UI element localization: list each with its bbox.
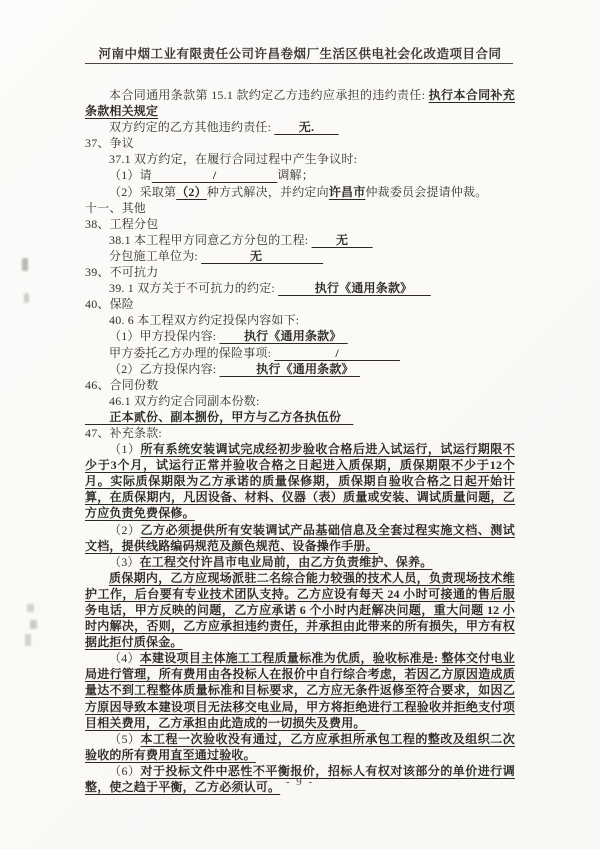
doc-text: 种方式解决，并约定向 [206,184,329,199]
filled-in-value: 执行《通用条款》 [278,281,431,296]
doc-text: 37.1 双方约定，在履行合同过程中产生争议时: [109,152,358,167]
doc-text: 38.1 本工程甲方同意乙方分包的工程: [109,232,312,247]
doc-line [85,135,515,151]
doc-text: 调解； [277,168,314,183]
scan-artifact [24,293,29,303]
doc-line [85,119,515,135]
filled-in-value: 执行《通用条款》 [219,361,360,376]
header-rule [85,63,513,64]
scan-artifact [22,258,28,271]
filled-in-value: 无 [201,248,324,263]
doc-text: （3） [109,554,140,569]
doc-line [85,328,515,344]
doc-line [85,522,515,554]
doc-line [85,345,515,361]
doc-line [85,312,515,328]
doc-text: （2）乙方投保内容: [109,361,220,376]
doc-line [85,361,515,377]
doc-line [85,167,515,183]
doc-line [85,280,515,296]
filled-in-value: 许昌市 [328,184,366,199]
doc-line [85,264,515,280]
filled-in-value: 所有系统安装调试完成经初步验收合格后进入试运行，试运行期限不少于3个月，试运行正常并验收合格之日起进入质保期，质保期限不少于12个月。实际质保期限为乙方承诺的质量保修期，质保期自验收合格之日起开始计算，在质保期内，凡因设备、材料、仪器（表）质量或安装、调试质量问题，乙方应负责免费保修。 [85,442,515,521]
filled-in-value: 质保期内，乙方应现场派驻二名综合能力较强的技术人员，负责现场技术维护工作，后台要有专业技术团队支持。乙方应设有每天 24 小时可接通的售后服务电话，甲方反映的问题，乙方应承诺 6 个小时内赶解决问题，重大问题 12 小时内解决，否则，乙方应承担违约责任，并承担由此带来的所有损失，甲方有权据此拒付质保金。 [85,570,515,650]
doc-text: 39. 1 双方关于不可抗力的约定: [109,281,279,296]
filled-in-value: 本工程一次验收没有通过，乙方应承担所承包工程的整改及组织二次验收的所有费用直至通过验收。 [85,731,515,762]
document-lines [85,87,515,795]
doc-line [85,425,515,441]
doc-line [85,296,515,312]
filled-in-value: 执行本合同补充条款相关规定 [85,88,515,119]
doc-text: （6） [109,763,141,778]
document-header-title: 河南中烟工业有限责任公司许昌卷烟厂生活区供电社会化改造项目合同 [98,47,502,61]
doc-text: （5） [109,731,141,746]
doc-text: （2） [109,522,141,537]
doc-text: 40、保险 [85,297,135,312]
doc-text: （1） [109,442,141,457]
scan-artifact [25,634,31,646]
doc-text: 46、合同份数 [85,377,159,392]
filled-in-value: 执行《通用条款》 [219,329,348,344]
doc-text: 双方约定的乙方其他违约责任: [109,120,275,135]
filled-in-value: 本建设项目主体施工工程质量标准为优质，验收标准是: 整体交付电业局进行管理，所有费用由各投标人在报价中自行综合考虑，若因乙方原因造成质量达不到工程整体质量标准和目标要求，乙方应无条件返修至符合要求，如因乙方原因导致本建设项目无法移交电业局，甲方将拒绝进行工程验收并拒绝支付项目相关费用，乙方承担由此造成的一切损失及费用。 [85,651,515,730]
doc-line [85,731,515,763]
doc-text: 仲裁委员会提请仲裁。 [365,184,488,199]
doc-line [85,409,515,425]
filled-in-value: 乙方必须提供所有安装调试产品基础信息及全套过程实施文档、测试文档，提供线路编码规范及颜色规范、设备操作手册。 [85,522,515,553]
doc-line [85,393,515,409]
doc-line [85,232,515,248]
doc-text: 40. 6 本工程双方约定投保内容如下: [109,313,300,328]
filled-in-value: 无. [274,120,339,135]
doc-line [85,151,515,167]
doc-line [85,650,515,730]
doc-text: （1）请 [109,168,152,183]
scan-artifact [30,620,37,629]
doc-line [85,377,515,393]
filled-in-value: 正本贰份、副本捌份，甲方与乙方各执伍份 [85,409,354,424]
doc-line [85,200,515,216]
filled-in-value: / [151,168,278,183]
filled-in-value: 对于投标文件中恶性不平衡报价，招标人有权对该部分的单价进行调整，使之趋于平衡，乙方必须认可。 [85,763,515,795]
doc-line [85,570,515,650]
doc-text: 本合同通用条款第 15.1 款约定乙方违约应承担的违约责任: [109,88,429,102]
doc-text: 39、不可抗力 [85,265,159,280]
page-number: - 9 - [285,776,315,788]
doc-text: 甲方委托乙方办理的保险事项: [109,345,275,360]
doc-line [85,184,515,200]
doc-text: 47、补充条款: [85,425,162,440]
doc-text: 分包施工单位为: [109,248,202,263]
doc-line [85,87,515,119]
scan-artifact [27,604,34,612]
doc-text: 37、争议 [85,136,135,151]
filled-in-value: 在工程交付许昌市电业局前，由乙方负责维护、保养。 [139,554,433,569]
doc-text: 38、工程分包 [85,216,159,231]
doc-text: （4） [109,651,140,666]
doc-line [85,441,515,521]
doc-text: （2）采取第 [109,184,177,199]
doc-line [85,554,515,570]
doc-line [85,248,515,264]
doc-text: （1）甲方投保内容: [109,329,220,344]
filled-in-value: 无 [311,232,373,247]
filled-in-value: / [274,345,400,360]
doc-text: 十一、其他 [85,200,147,215]
doc-text: 46.1 双方约定合同副本份数: [109,393,260,408]
filled-in-value: （2） [176,184,207,199]
doc-line [85,216,515,232]
